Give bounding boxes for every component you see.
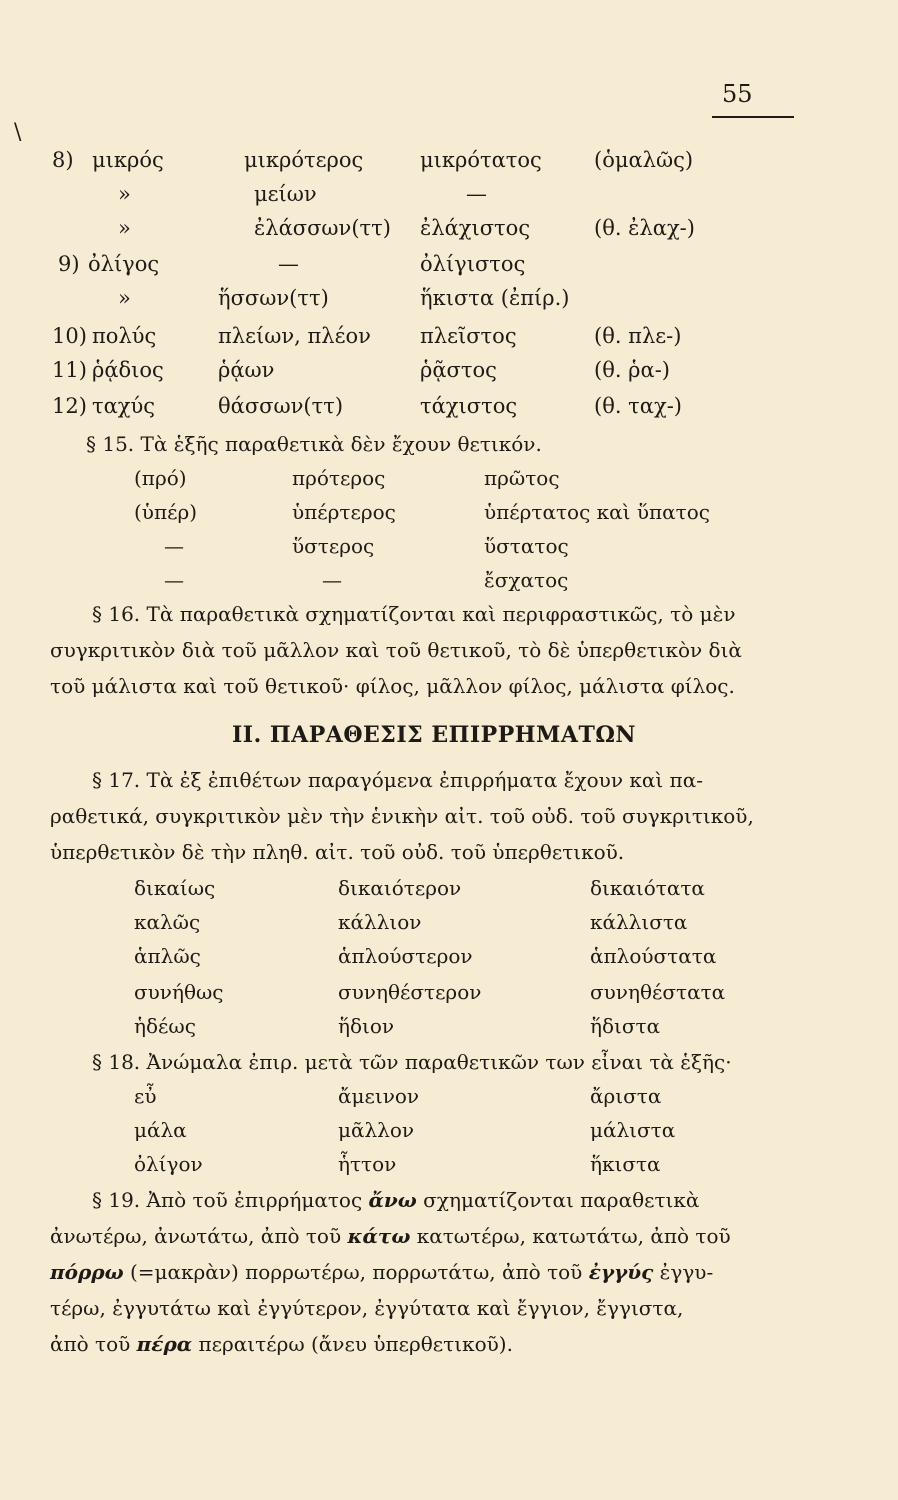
superlative-form: ἄριστα [590,1084,662,1108]
comparative-form: συνηθέστερον [338,980,482,1004]
superlative-form: ἥκιστα [590,1152,661,1176]
positive-form: ταχύς [92,394,156,418]
comparative-form: ἄμεινον [338,1084,420,1108]
s15-row [0,534,898,566]
row-number: 8) [52,148,74,172]
superlative-form: μικρότατος [420,148,542,172]
s15-row [0,500,898,532]
stem-note: (ὁμαλῶς) [594,148,694,172]
section-19-line-4: τέρω, ἐγγυτάτω καὶ ἐγγύτερον, ἐγγύτατα καὶ ἔγγιον, ἔγγιστα, [50,1296,684,1320]
superlative-form: μάλιστα [590,1118,676,1142]
section-19-line-1 [92,1188,699,1212]
positive-form: ὀλίγος [88,252,160,276]
positive-form: συνήθως [134,980,224,1004]
comparison-row [0,286,898,318]
positive-form: — [164,534,184,558]
comparative-form: ἥδιον [338,1014,395,1038]
superlative-form: ὕστατος [484,534,569,558]
comparative-form: κάλλιον [338,910,422,934]
positive-form: (ὑπέρ) [134,500,198,524]
comparative-form: ὑπέρτερος [292,500,396,524]
superlative-form: ἥδιστα [590,1014,661,1038]
comparison-row [0,252,898,284]
positive-form: ὀλίγον [134,1152,203,1176]
comparison-row [0,324,898,356]
comparative-form: πρότερος [292,466,386,490]
s18-row [0,1152,898,1184]
s19-word-ano: ἄνω [368,1188,417,1212]
section-heading: II. ΠΑΡΑΘΕΣΙΣ ΕΠΙΡΡΗΜΑΤΩΝ [232,722,637,748]
comparative-form: θάσσων(ττ) [218,394,344,418]
superlative-form: ἐλάχιστος [420,216,531,240]
row-number: 11) [52,358,87,382]
section-16-line-2: συγκριτικὸν διὰ τοῦ μᾶλλον καὶ τοῦ θετικοῦ, τὸ δὲ ὑπερθετικὸν διὰ [50,638,742,662]
s19-text: σχηματίζονται παραθετικὰ [416,1188,700,1212]
comparative-form: ῥᾴων [218,358,275,382]
positive-form: ῥᾴδιος [92,358,164,382]
s19-text: ἐγγυ- [653,1260,714,1284]
positive-form: πολύς [92,324,157,348]
s17-row [0,876,898,908]
superlative-form: κάλλιστα [590,910,688,934]
s18-row [0,1118,898,1150]
page-number-rule [712,116,794,118]
superlative-form: πρῶτος [484,466,560,490]
s19-text: κατωτέρω, κατωτάτω, ἀπὸ τοῦ [410,1224,731,1248]
superlative-form: ἁπλούστατα [590,944,717,968]
comparative-form: πλείων, πλέον [218,324,371,348]
margin-mark: \ [14,120,22,145]
row-number: 9) [58,252,80,276]
s19-word-kato: κάτω [347,1224,411,1248]
section-15-heading: § 15. Τὰ ἑξῆς παραθετικὰ δὲν ἔχουν θετικόν. [86,432,542,456]
s19-word-porro: πόρρω [50,1260,124,1284]
comparative-form: ὕστερος [292,534,375,558]
section-17-line-3: ὑπερθετικὸν δὲ τὴν πληθ. αἰτ. τοῦ οὐδ. τοῦ ὑπερθετικοῦ. [50,840,625,864]
superlative-form: — [466,182,487,206]
s19-word-pera: πέρα [136,1332,193,1356]
s17-row [0,1014,898,1046]
comparative-form: — [278,252,299,276]
positive-form: εὖ [134,1084,157,1108]
comparison-row [0,394,898,426]
section-16-line-1: § 16. Τὰ παραθετικὰ σχηματίζονται καὶ περιφραστικῶς, τὸ μὲν [92,602,736,626]
superlative-form: ἔσχατος [484,568,569,592]
positive-form: — [164,568,184,592]
section-18-heading: § 18. Ἀνώμαλα ἐπιρ. μετὰ τῶν παραθετικῶν των εἶναι τὰ ἑξῆς· [92,1050,732,1074]
row-number: 10) [52,324,87,348]
comparison-row [0,358,898,390]
positive-form: ἁπλῶς [134,944,201,968]
s18-row [0,1084,898,1116]
positive-form: » [118,286,131,310]
comparative-form: ἥσσων(ττ) [218,286,329,310]
positive-form: δικαίως [134,876,216,900]
superlative-form: ὀλίγιστος [420,252,526,276]
superlative-form: ὑπέρτατος καὶ ὕπατος [484,500,710,524]
stem-note: (θ. πλε-) [594,324,682,348]
comparison-row [0,148,898,180]
stem-note: (θ. ἐλαχ-) [594,216,695,240]
superlative-form: συνηθέστατα [590,980,726,1004]
s17-row [0,980,898,1012]
comparative-form: μικρότερος [244,148,364,172]
comparative-form: μείων [254,182,317,206]
comparative-form: μᾶλλον [338,1118,415,1142]
s17-row [0,910,898,942]
s19-text: (=μακρὰν) πορρωτέρω, πορρωτάτω, ἀπὸ τοῦ [123,1260,589,1284]
positive-form: » [118,182,131,206]
superlative-form: δικαιότατα [590,876,705,900]
positive-form: μάλα [134,1118,187,1142]
section-19-line-3 [50,1260,713,1284]
s19-text: περαιτέρω (ἄνευ ὑπερθετικοῦ). [192,1332,513,1356]
s19-word-engys: ἐγγύς [588,1260,654,1284]
row-number: 12) [52,394,87,418]
comparative-form: ἁπλούστερον [338,944,473,968]
comparative-form: ἧττον [338,1152,397,1176]
superlative-form: ἥκιστα (ἐπίρ.) [420,286,570,310]
comparative-form: δικαιότερον [338,876,462,900]
positive-form: » [118,216,131,240]
superlative-form: τάχιστος [420,394,518,418]
comparative-form: — [322,568,342,592]
positive-form: (πρό) [134,466,187,490]
superlative-form: ῥᾷστος [420,358,497,382]
positive-form: ἡδέως [134,1014,196,1038]
positive-form: καλῶς [134,910,201,934]
section-16-line-3: τοῦ μάλιστα καὶ τοῦ θετικοῦ· φίλος, μᾶλλον φίλος, μάλιστα φίλος. [50,674,735,698]
s19-text: ἀπὸ τοῦ [50,1332,137,1356]
stem-note: (θ. ταχ-) [594,394,682,418]
section-19-line-5 [50,1332,513,1356]
positive-form: μικρός [92,148,164,172]
s15-row [0,466,898,498]
s17-row [0,944,898,976]
comparison-row [0,216,898,248]
comparison-row [0,182,898,214]
superlative-form: πλεῖστος [420,324,517,348]
section-17-line-1: § 17. Τὰ ἐξ ἐπιθέτων παραγόμενα ἐπιρρήματα ἔχουν καὶ πα- [92,768,703,792]
s19-text: ἀνωτέρω, ἀνωτάτω, ἀπὸ τοῦ [50,1224,348,1248]
section-17-line-2: ραθετικά, συγκριτικὸν μὲν τὴν ἑνικὴν αἰτ. τοῦ οὐδ. τοῦ συγκριτικοῦ, [50,804,754,828]
page-number: 55 [722,80,753,108]
comparative-form: ἐλάσσων(ττ) [254,216,391,240]
stem-note: (θ. ῥα-) [594,358,671,382]
s19-text: § 19. Ἀπὸ τοῦ ἐπιρρήματος [92,1188,369,1212]
section-19-line-2 [50,1224,731,1248]
s15-row [0,568,898,600]
